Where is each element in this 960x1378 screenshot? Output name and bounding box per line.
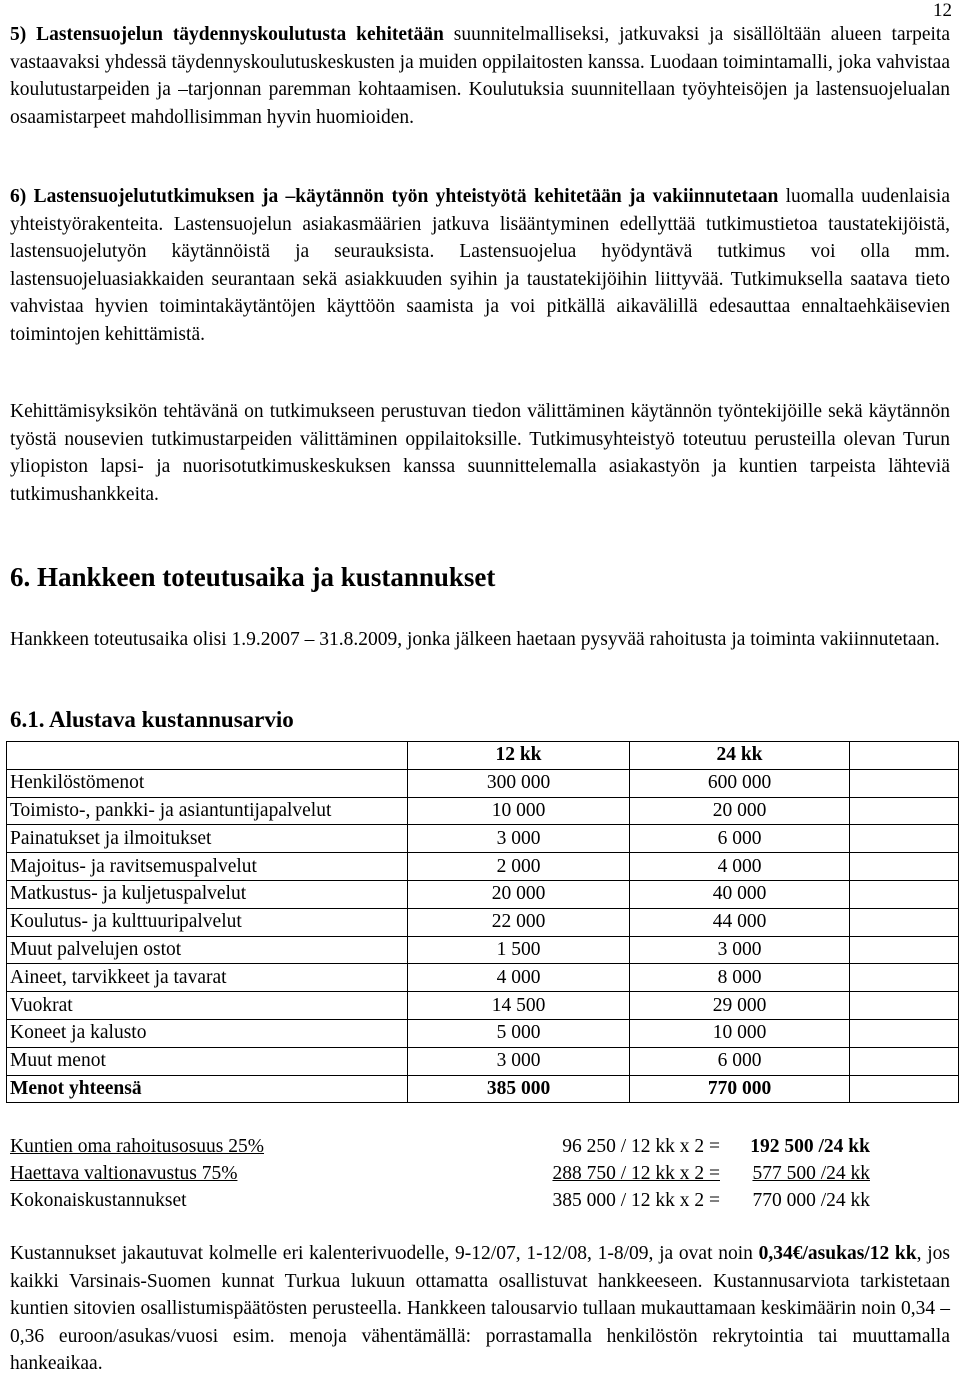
table-cell: 3 000: [408, 1047, 630, 1075]
funding-row: [10, 1187, 880, 1214]
table-row: [7, 964, 959, 992]
funding-row: [10, 1133, 880, 1160]
table-cell: [850, 964, 959, 992]
table-cell: 14 500: [408, 992, 630, 1020]
table-cell: Muut menot: [7, 1047, 408, 1075]
funding-label-wrap: [10, 1133, 510, 1160]
funding-result: 192 500 /24 kk: [750, 1136, 870, 1157]
table-cell: Matkustus- ja kuljetuspalvelut: [7, 880, 408, 908]
table-cell: 40 000: [630, 880, 850, 908]
table-cell: 10 000: [630, 1019, 850, 1047]
table-total-cell: Menot yhteensä: [7, 1075, 408, 1103]
paragraph-6: [10, 183, 950, 348]
table-cell: 6 000: [630, 1047, 850, 1075]
header-cell: [850, 742, 959, 770]
paragraph-costs-b: , jos kaikki Varsinais-Suomen kunnat Turkua lukuun ottamatta osallistuvat hankkeeseen. Kustannusarviota tarkistetaan kuntien sitovien osallistumispäätösten perusteella. Hankkeen talousarvio tullaan mukauttamaan keskimäärin noin 0,34 –0,36 euroon/asukas/vuosi esim. menoja vähentämällä: porrastamalla henkilöstön rekrytointia tai muuttamalla hankeaikaa.: [10, 1243, 950, 1374]
table-row: [7, 797, 959, 825]
funding-label-wrap: [10, 1160, 510, 1187]
cost-table: [6, 741, 959, 1103]
header-cell: [7, 742, 408, 770]
table-cell: Vuokrat: [7, 992, 408, 1020]
funding-summary: [10, 1133, 880, 1214]
table-row: [7, 769, 959, 797]
cost-table-header: [7, 742, 959, 770]
funding-calc: 288 750 / 12 kk x 2 =: [552, 1163, 720, 1184]
paragraph-costs-a: Kustannukset jakautuvat kolmelle eri kalenterivuodelle, 9-12/07, 1-12/08, 1-8/09, ja ovat noin: [10, 1243, 759, 1264]
table-row: [7, 1019, 959, 1047]
table-cell: [850, 1047, 959, 1075]
table-cell: Majoitus- ja ravitsemuspalvelut: [7, 853, 408, 881]
table-cell: Koneet ja kalusto: [7, 1019, 408, 1047]
funding-result: 770 000 /24 kk: [752, 1190, 870, 1211]
table-total-cell: 770 000: [630, 1075, 850, 1103]
funding-label: Kokonaiskustannukset: [10, 1190, 187, 1211]
table-cell: Henkilöstömenot: [7, 769, 408, 797]
table-row: [7, 908, 959, 936]
funding-calc: 96 250 / 12 kk x 2 =: [562, 1136, 720, 1157]
funding-label: Kuntien oma rahoitusosuus 25%: [10, 1136, 265, 1157]
table-cell: Aineet, tarvikkeet ja tavarat: [7, 964, 408, 992]
table-cell: Koulutus- ja kulttuuripalvelut: [7, 908, 408, 936]
table-cell: 3 000: [408, 825, 630, 853]
table-cell: 44 000: [630, 908, 850, 936]
paragraph-6-lead: 6) Lastensuojelututkimuksen ja –käytännön työn yhteistyötä kehitetään ja vakiinnutetaan: [10, 186, 779, 207]
table-cell: 20 000: [408, 880, 630, 908]
header-cell: 12 kk: [408, 742, 630, 770]
paragraph-duration: Hankkeen toteutusaika olisi 1.9.2007 – 31.8.2009, jonka jälkeen haetaan pysyvää rahoitusta ja toiminta vakiinnutetaan.: [10, 629, 940, 650]
table-row: [7, 825, 959, 853]
paragraph-unit-tasks: Kehittämisyksikön tehtävänä on tutkimukseen perustuvan tiedon välittäminen käytännön työntekijöille sekä käytännön työstä nousevien tutkimustarpeiden välittäminen oppilaitoksille. Tutkimusyhteistyö toteutuu perusteilla olevan Turun yliopiston lapsi- ja nuorisotutkimuskeskuksen kanssa suunnittelemalla asiakastyön ja kuntien tarpeista lähteviä tutkimushankkeita.: [10, 401, 950, 505]
header-cell: 24 kk: [630, 742, 850, 770]
table-cell: 4 000: [408, 964, 630, 992]
table-row: [7, 936, 959, 964]
page-number: 12: [933, 0, 952, 21]
table-cell: 29 000: [630, 992, 850, 1020]
table-cell: [850, 825, 959, 853]
table-cell: [850, 992, 959, 1020]
table-row: [7, 1047, 959, 1075]
table-row: [7, 992, 959, 1020]
table-cell: 10 000: [408, 797, 630, 825]
table-cell: 20 000: [630, 797, 850, 825]
table-cell: 22 000: [408, 908, 630, 936]
table-cell: [850, 908, 959, 936]
paragraph-5-text: suunnitelmalliseksi, jatkuvaksi ja sisällöltään alueen tarpeita vastaavaksi yhdessä täydennyskoulutuskeskusten ja muiden oppilaitosten kanssa. Luodaan toimintamalli, joka vahvistaa koulutustarpeiden ja –tarjonnan paremman kohtaamisen. Koulutuksia suunnitellaan työyhteisöjen ja lastensuojelualan osaamistarpeet mahdollisimman hyvin huomioiden.: [10, 24, 951, 128]
table-row: [7, 880, 959, 908]
table-cell: 2 000: [408, 853, 630, 881]
funding-result: 577 500 /24 kk: [752, 1163, 870, 1184]
table-cell: [850, 1019, 959, 1047]
table-cell: 5 000: [408, 1019, 630, 1047]
funding-calc: 385 000 / 12 kk x 2 =: [552, 1190, 720, 1211]
table-cell: 300 000: [408, 769, 630, 797]
table-cell: [850, 769, 959, 797]
section-heading: 6. Hankkeen toteutusaika ja kustannukset: [10, 562, 496, 592]
paragraph-5-lead: 5) Lastensuojelun täydennyskoulutusta kehitetään: [10, 24, 444, 45]
table-total-cell: [850, 1075, 959, 1103]
table-cell: Muut palvelujen ostot: [7, 936, 408, 964]
table-total-cell: 385 000: [408, 1075, 630, 1103]
table-cell: Painatukset ja ilmoitukset: [7, 825, 408, 853]
table-cell: 6 000: [630, 825, 850, 853]
paragraph-costs-bold: 0,34€/asukas/12 kk: [758, 1243, 917, 1264]
subsection-heading: 6.1. Alustava kustannusarvio: [10, 707, 294, 732]
table-cell: 4 000: [630, 853, 850, 881]
funding-row: [10, 1160, 880, 1187]
table-cell: 8 000: [630, 964, 850, 992]
table-cell: [850, 936, 959, 964]
table-cell: [850, 797, 959, 825]
paragraph-costs: [10, 1240, 950, 1378]
table-cell: 1 500: [408, 936, 630, 964]
table-cell: 600 000: [630, 769, 850, 797]
table-cell: [850, 880, 959, 908]
table-cell: [850, 853, 959, 881]
table-cell: 3 000: [630, 936, 850, 964]
paragraph-5: [10, 21, 950, 131]
paragraph-6-text: luomalla uudenlaisia yhteistyörakenteita. Lastensuojelun asiakasmäärien jatkuva lisääntyminen edellyttää tutkimustietoa taustatekijöistä, lastensuojelutyön käytännöistä ja seurauksista. Lastensuojelua hyödyntävä tutkimus voi olla mm. lastensuojeluasiakkaiden seurantaan sekä asiakkuuden syihin ja taustatekijöihin liittyvää. Tutkimuksella saatava tieto vahvistaa hyvien toimintakäytäntöjen käyttöön saamista ja voi pitkällä aikavälillä edesauttaa ennaltaehkäisevien toimintojen kehittämistä.: [10, 186, 950, 345]
funding-label-wrap: [10, 1187, 510, 1214]
table-total-row: [7, 1075, 959, 1103]
table-row: [7, 853, 959, 881]
table-cell: Toimisto-, pankki- ja asiantuntijapalvelut: [7, 797, 408, 825]
funding-label: Haettava valtionavustus 75%: [10, 1163, 238, 1184]
